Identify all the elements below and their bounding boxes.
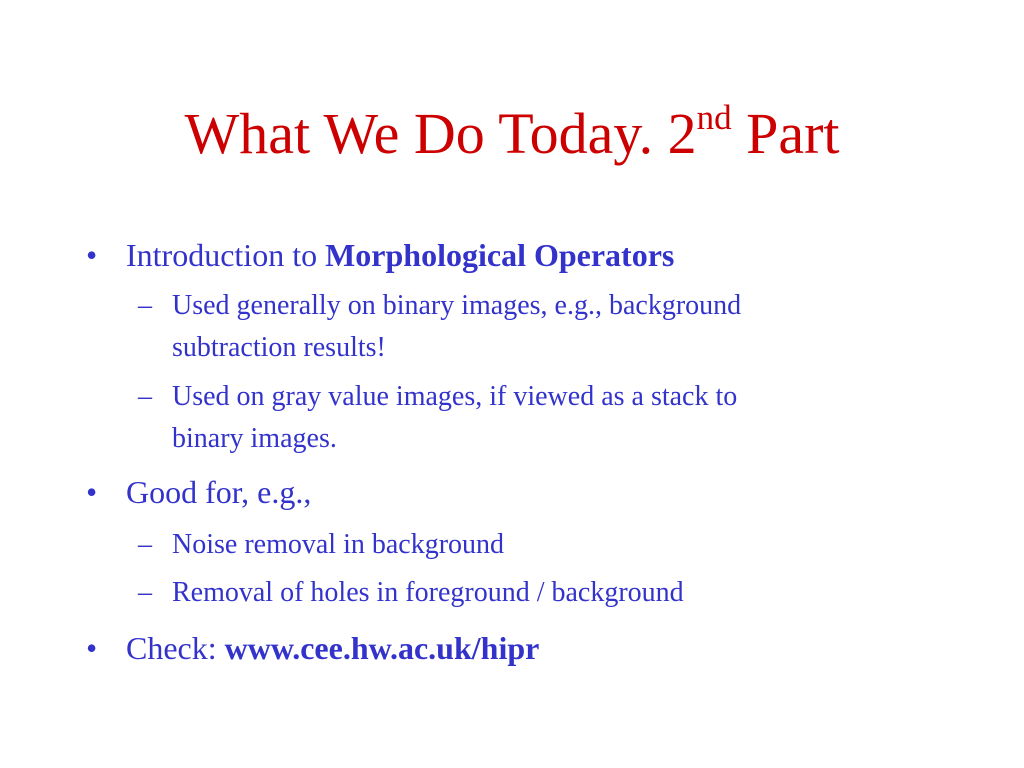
sub-bullet-item	[138, 524, 505, 566]
sub-bullet-line: binary images.	[172, 423, 337, 454]
sub-bullet-marker: –	[138, 290, 152, 321]
sub-bullet-line: Noise removal in background	[172, 529, 505, 560]
sub-bullet-line: Used generally on binary images, e.g., background	[172, 290, 742, 321]
title-superscript: nd	[696, 97, 732, 137]
title-text-main: What We Do Today. 2	[184, 101, 697, 166]
bullet-text-plain: Check:	[126, 630, 225, 666]
slide-title	[0, 96, 1024, 172]
sub-bullet-line: subtraction results!	[172, 332, 386, 363]
bullet-text-bold: Morphological Operators	[325, 237, 675, 273]
sub-bullet-marker: –	[138, 577, 152, 608]
bullet-marker: •	[86, 474, 98, 510]
title-text-end: Part	[731, 101, 840, 166]
sub-bullet-line: Used on gray value images, if viewed as a stack to	[172, 381, 738, 412]
bullet-text	[126, 235, 674, 275]
bullet-marker: •	[86, 630, 98, 666]
sub-bullet-marker: –	[138, 381, 152, 412]
bullet-text	[126, 628, 539, 668]
sub-bullet-line: Removal of holes in foreground / background	[172, 577, 684, 608]
bullet-marker: •	[86, 237, 98, 273]
sub-bullet-marker: –	[138, 529, 152, 560]
sub-bullet-item	[138, 376, 738, 418]
sub-bullet-item	[138, 572, 684, 614]
sub-bullet-item	[138, 285, 742, 327]
bullet-text-plain: Introduction to	[126, 237, 326, 273]
bullet-item	[86, 472, 312, 512]
link-text: www.cee.hw.ac.uk/hipr	[224, 630, 540, 666]
bullet-text-plain: Good for, e.g.,	[126, 474, 312, 510]
bullet-item	[86, 235, 675, 275]
bullet-item	[86, 628, 540, 668]
